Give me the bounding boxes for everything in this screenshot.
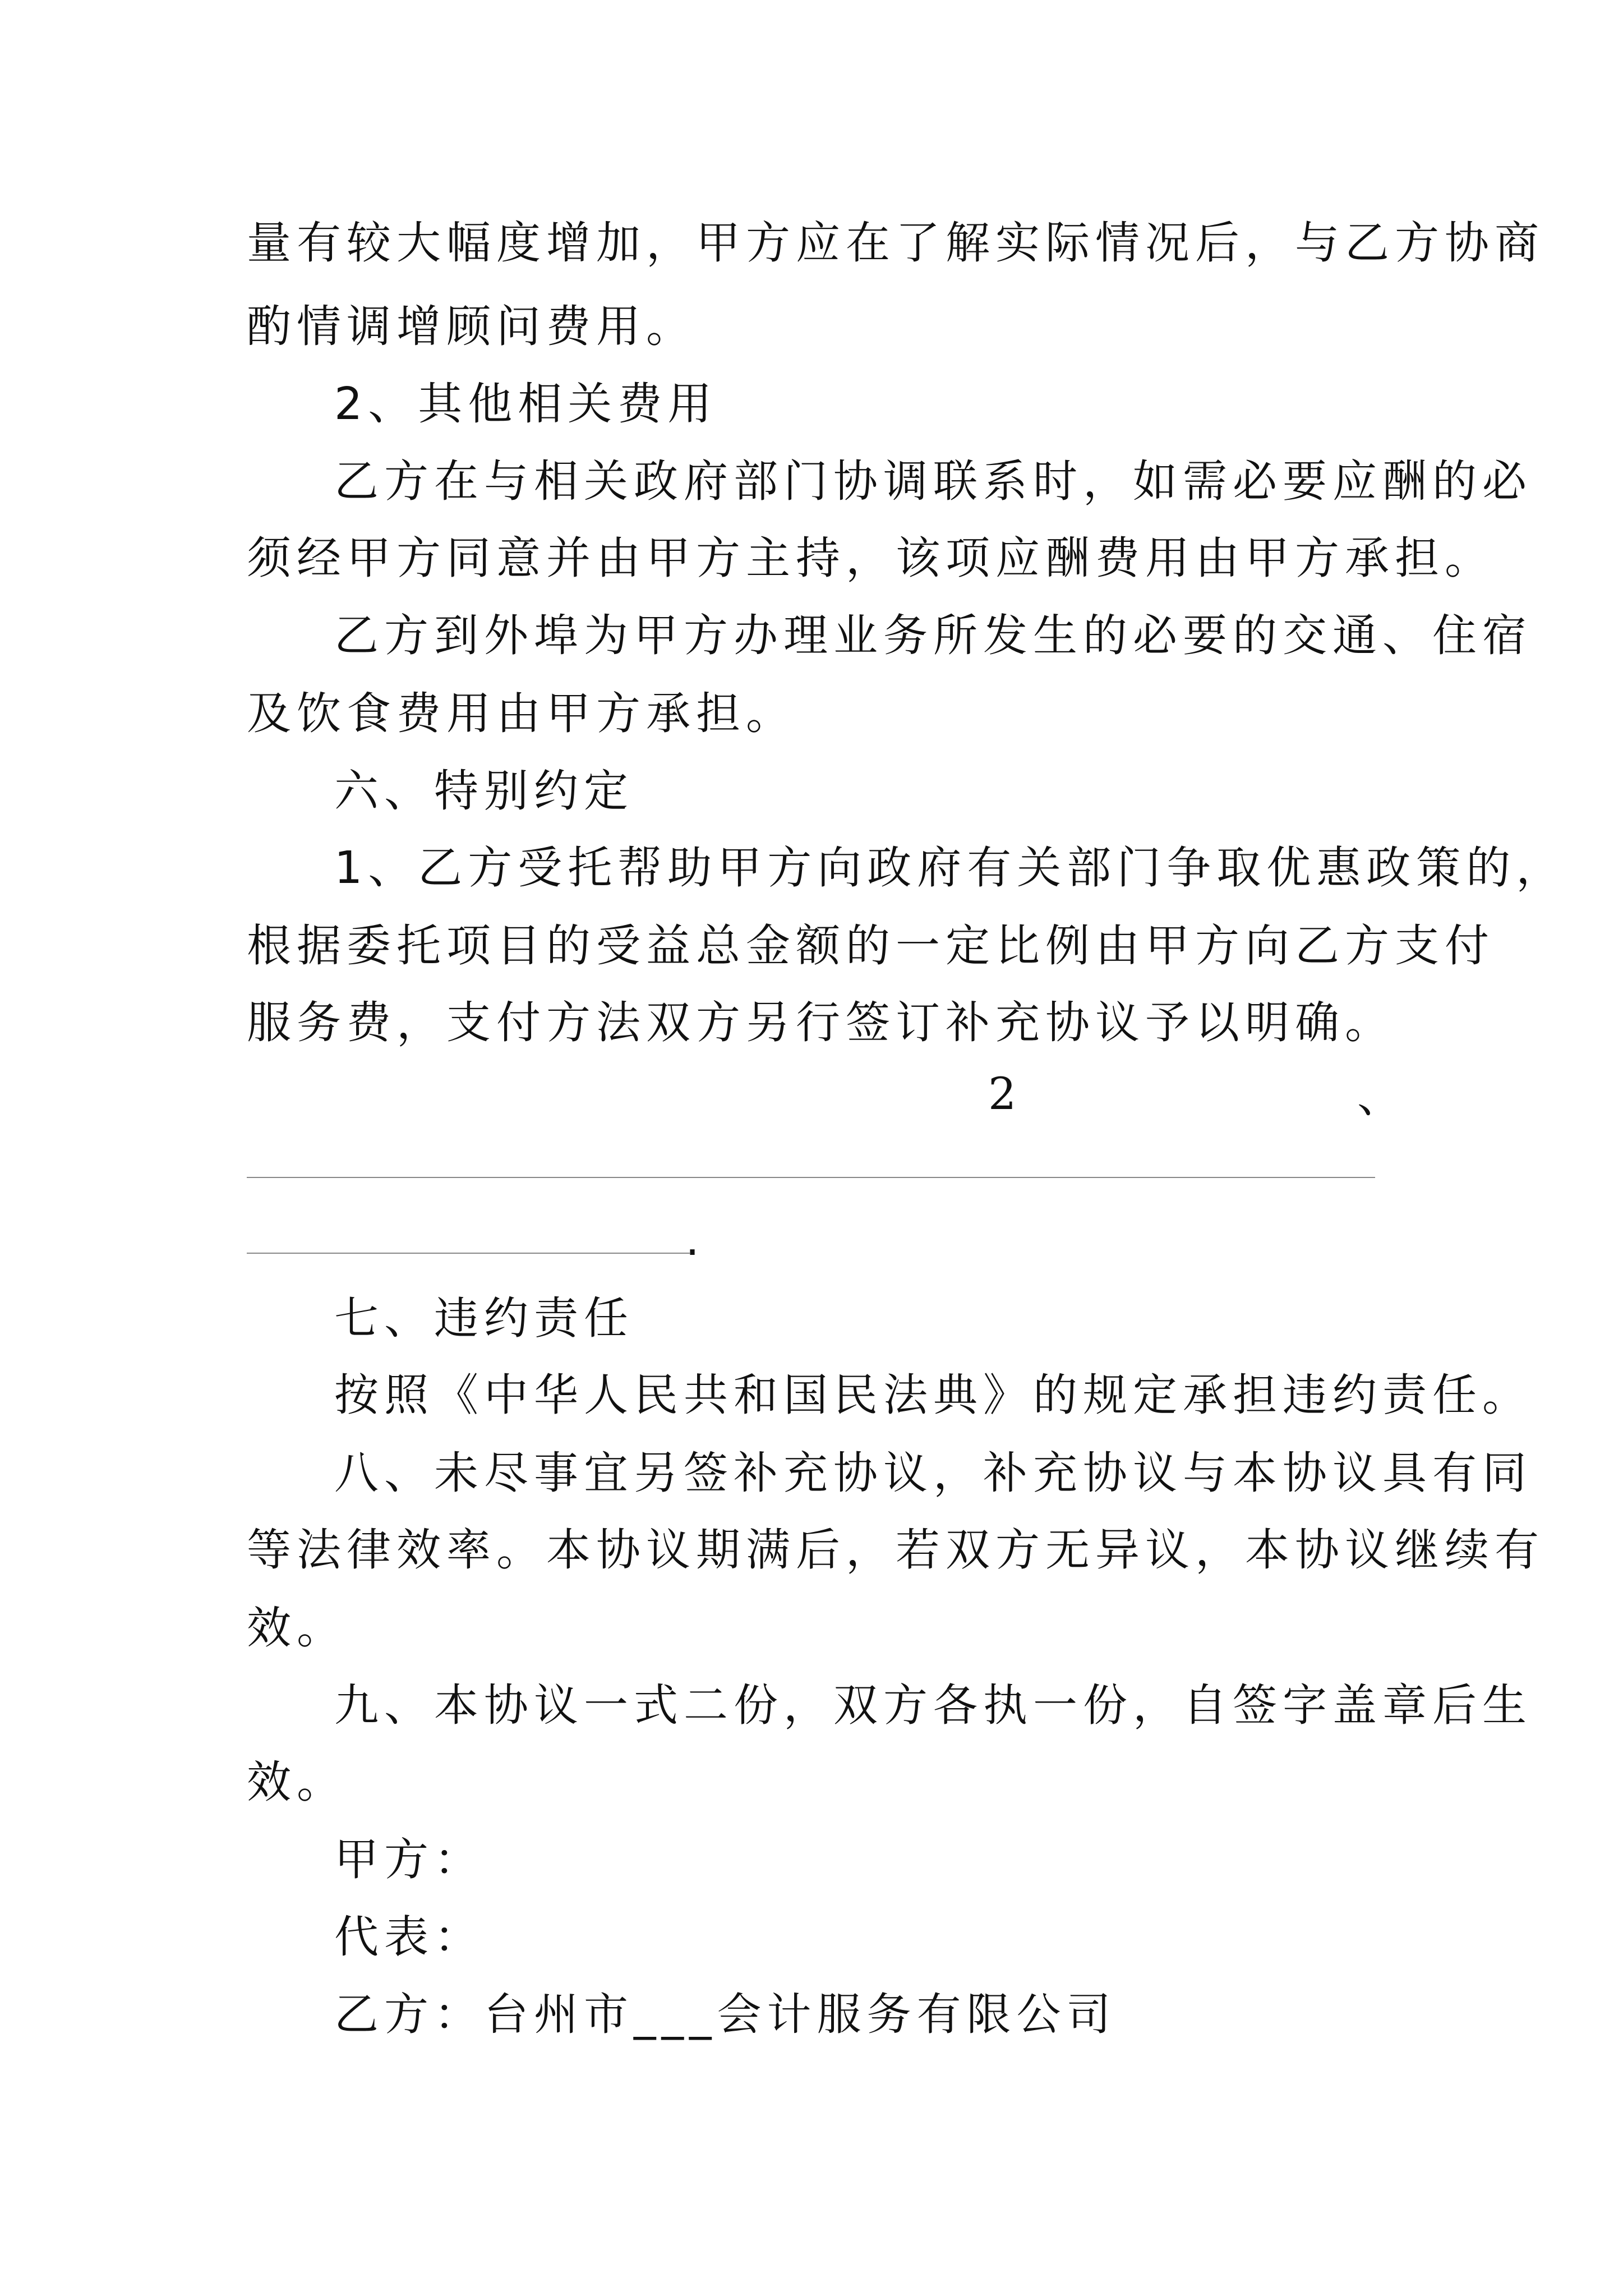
section-heading: 六、特别约定	[334, 765, 634, 817]
section-heading: 2、其他相关费用	[334, 378, 718, 430]
paragraph-line: 等法律效率。本协议期满后，若双方无异议，本协议继续有	[247, 1524, 1544, 1576]
paragraph-line: 按照《中华人民共和国民法典》的规定承担违约责任。	[334, 1369, 1532, 1421]
paragraph-line: 服务费，支付方法双方另行签订补充协议予以明确。	[247, 997, 1395, 1048]
signature-representative: 代表：	[334, 1911, 484, 1963]
paragraph-line: 须经甲方同意并由甲方主持，该项应酬费用由甲方承担。	[247, 532, 1495, 584]
paragraph-line: 九、本协议一式二份，双方各执一份，自签字盖章后生	[334, 1680, 1532, 1731]
signature-party-a: 甲方：	[334, 1834, 484, 1885]
paragraph-line: 及饮食费用由甲方承担。	[247, 688, 796, 739]
paragraph-line: 根据委托项目的受益总金额的一定比例由甲方向乙方支付	[247, 920, 1495, 972]
paragraph-line: 乙方到外埠为甲方办理业务所发生的必要的交通、住宿	[334, 610, 1532, 661]
blank-end-mark: .	[685, 1214, 700, 1266]
paragraph-line: 量有较大幅度增加，甲方应在了解实际情况后，与乙方协商	[247, 217, 1544, 269]
paragraph-line: 效。	[247, 1756, 347, 1808]
item-number: 2	[988, 1068, 1017, 1120]
signature-party-b: 乙方：台州市___会计服务有限公司	[334, 1989, 1117, 2040]
paragraph-line: 八、未尽事宜另签补充协议，补充协议与本协议具有同	[334, 1447, 1532, 1499]
paragraph-line: 酌情调增顾问费用。	[247, 301, 696, 352]
blank-fill-line	[247, 1177, 1375, 1178]
item-separator: 、	[1357, 1071, 1401, 1122]
paragraph-line: 乙方在与相关政府部门协调联系时，如需必要应酬的必	[334, 455, 1532, 507]
blank-fill-line	[247, 1253, 690, 1254]
paragraph-line: 1、乙方受托帮助甲方向政府有关部门争取优惠政策的，	[334, 842, 1566, 894]
paragraph-line: 效。	[247, 1602, 347, 1654]
section-heading: 七、违约责任	[334, 1292, 634, 1344]
